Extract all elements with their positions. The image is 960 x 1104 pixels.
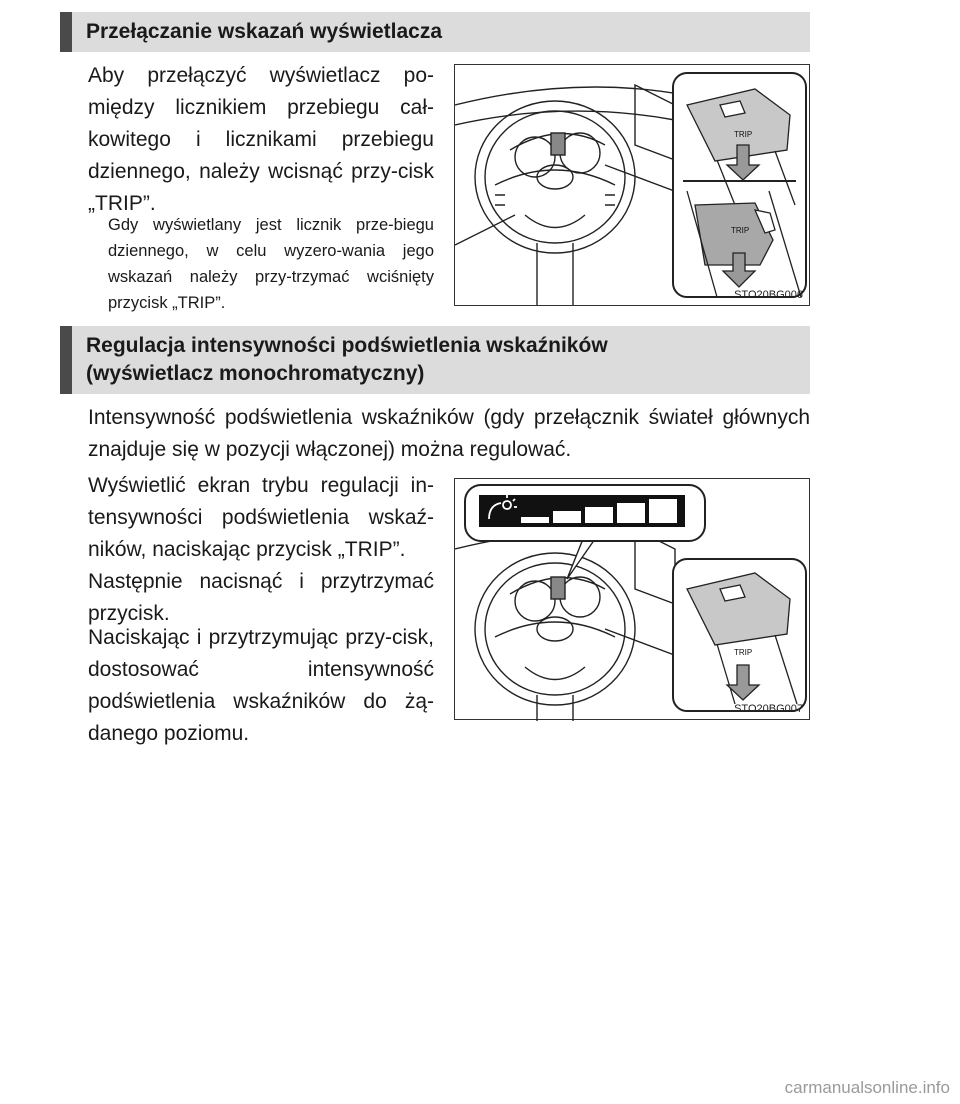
instruction-paragraph: Następnie nacisnąć i przytrzymać przycisk. — [88, 570, 434, 625]
figure-code: STO20BG006 — [734, 289, 803, 301]
instruction-paragraph: Aby przełączyć wyświetlacz po-między licznikiem przebiegu cał-kowitego i licznikami przebiegu dziennego, należy wcisnąć przy-cisk „TRIP”. — [88, 64, 434, 215]
intro-paragraph: Intensywność podświetlenia wskaźników (gdy przełącznik świateł głównych znajduje się w pozycji włączonej) można regulować. — [88, 406, 810, 461]
trip-label: TRIP — [734, 648, 753, 657]
watermark: carmanualsonline.info — [784, 1078, 950, 1097]
brightness-illustration — [455, 479, 811, 721]
note-paragraph: Gdy wyświetlany jest licznik prze-biegu dziennego, w celu wyzero-wania jego wskazań należy przy-trzymać wciśnięty przycisk „TRIP”. — [108, 216, 434, 312]
steering-wheel-illustration — [455, 65, 811, 307]
instruction-paragraph: Naciskając i przytrzymując przy-cisk, dostosować intensywność podświetlenia wskaźników do żą-danego poziomu. — [88, 626, 434, 745]
instruction-paragraph: Wyświetlić ekran trybu regulacji in-tensywności podświetlenia wskaź-ników, naciskając przycisk „TRIP”. — [88, 474, 434, 561]
section-title-line1: Regulacja intensywności podświetlenia wskaźników — [86, 334, 608, 357]
section-title: Przełączanie wskazań wyświetlacza — [86, 20, 443, 43]
trip-label-top: TRIP — [734, 130, 753, 139]
steering-wheel-trip-figure — [454, 64, 810, 306]
section-header-display-switch — [60, 12, 810, 52]
section-title-line2: (wyświetlacz monochromatyczny) — [86, 362, 425, 385]
trip-label-bottom: TRIP — [731, 226, 750, 235]
section-header-brightness — [60, 326, 810, 394]
figure-code: STO20BG007 — [734, 703, 803, 715]
brightness-adjust-figure — [454, 478, 810, 720]
